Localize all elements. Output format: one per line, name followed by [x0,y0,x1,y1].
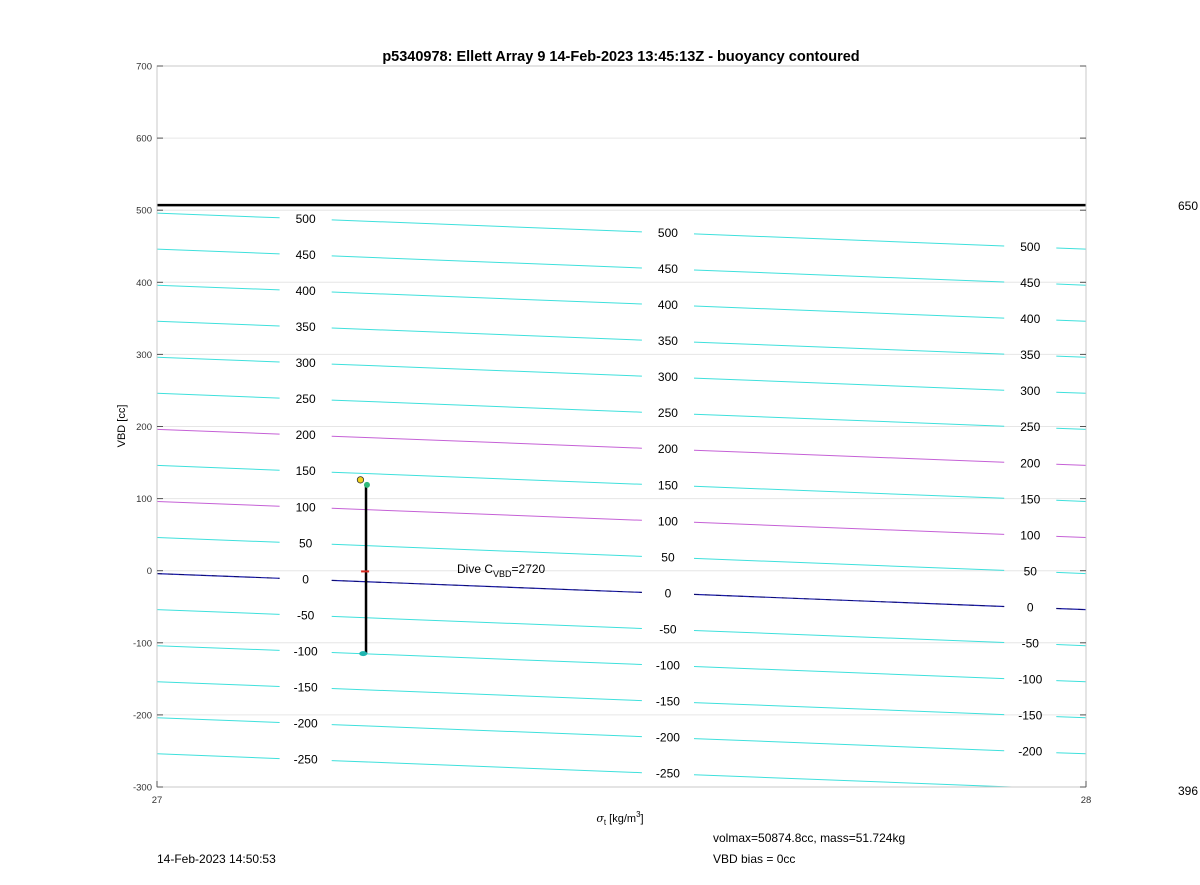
contour-label: 0 [302,572,309,587]
contour-line [157,538,1086,574]
x-tick-label: 27 [151,795,163,806]
x-axis-label-units-close: ] [640,813,644,825]
dive-marker-cyan [359,651,367,656]
contour-label: 300 [295,356,316,371]
dive-annotation-subscript: VBD [493,569,512,579]
contour-label: 400 [657,298,678,313]
contour-label: 150 [657,478,678,493]
y-tick-label: 100 [136,494,152,506]
contour-label: 0 [664,586,672,601]
chart-title: p5340978: Ellett Array 9 14-Feb-2023 13:45:13Z - buoyancy contoured [382,49,860,65]
contour-label: 100 [1020,528,1041,543]
dive-annotation-prefix: Dive C [457,562,494,576]
x-axis-label-subscript: t [603,818,607,827]
x-axis-label-units-sup: 3 [636,810,641,819]
y-tick-label: 300 [136,349,152,361]
contour-label: 200 [657,442,678,457]
contour-label: 400 [1020,312,1041,327]
contour-label: 450 [1020,276,1041,291]
contour-label: -250 [293,752,318,767]
contour-labels [294,212,1043,781]
dive-annotation-value: =2720 [511,562,546,576]
contour-label: -100 [293,644,318,659]
contour-label: -150 [1018,708,1043,723]
contour-label: -50 [296,608,315,623]
contour-label: -50 [1021,636,1039,651]
y-tick-label: 0 [146,566,152,578]
y-tick-label: 600 [136,133,152,145]
contour-label: 300 [1020,384,1041,399]
footer-volmax-mass: volmax=50874.8cc, mass=51.724kg [713,831,906,845]
contour-label: 50 [298,536,313,551]
contour-label: -200 [293,716,318,731]
contour-label: -250 [655,766,680,781]
contour-label: 350 [1020,348,1041,363]
contour-label: -200 [655,730,680,745]
contour-label: -150 [655,694,680,709]
y-tick-label: 700 [136,61,152,73]
contour-label: 500 [1020,239,1041,254]
y-tick-label: -300 [132,782,152,794]
x-axis-label [596,810,643,827]
contour-label: 50 [661,550,675,565]
dive-marker-yellow [357,477,363,483]
contour-label: 500 [295,211,316,226]
y-tick-label: -200 [132,710,152,722]
footer-timestamp: 14-Feb-2023 14:50:53 [157,852,276,866]
contour-label: 350 [295,320,316,335]
grid-lines [157,66,1086,787]
y-axis-label: VBD [cc] [116,404,128,448]
x-tick-label: 28 [1080,795,1092,806]
contour-label: 250 [1020,420,1041,435]
contour-label: 500 [657,225,678,240]
contour-label: 450 [295,247,316,262]
contour-label: -50 [659,622,677,637]
contour-label: 200 [295,428,316,443]
contour-label: 100 [657,514,678,529]
contour-label: -100 [1018,672,1043,687]
contour-label: 100 [295,500,316,515]
contour-label: 350 [657,334,678,349]
y-tick-label: 500 [136,205,152,217]
y-tick-label: -100 [132,638,152,650]
contour-label: 150 [1020,492,1041,507]
contour-label: 150 [295,464,316,479]
contour-label: 50 [1023,564,1037,579]
x-axis-label-symbol: σ [596,812,604,825]
y-tick-label: 200 [136,422,152,433]
contour-label: 200 [1020,456,1041,471]
contour-label: -150 [293,680,318,695]
dive-c-vbd-annotation [457,562,546,579]
vbd-max-counts-label: 650 [1178,199,1199,213]
contour-label: 0 [1026,600,1034,615]
contour-label: 300 [657,370,678,385]
y-tick-label: 400 [136,277,152,289]
vbd-min-counts-label: 396 [1178,784,1199,798]
x-axis-label-units: [kg/m [609,813,637,825]
dive-marker-green [364,482,370,488]
contour-label: 250 [295,392,316,407]
contour-label: -100 [655,658,680,673]
contour-label: 400 [295,283,316,298]
contour-label: -200 [1018,744,1043,759]
contour-label: 450 [657,261,678,276]
contour-label: 250 [657,406,678,421]
footer-vbd-bias: VBD bias = 0cc [713,852,796,866]
contour-line [157,754,1012,787]
